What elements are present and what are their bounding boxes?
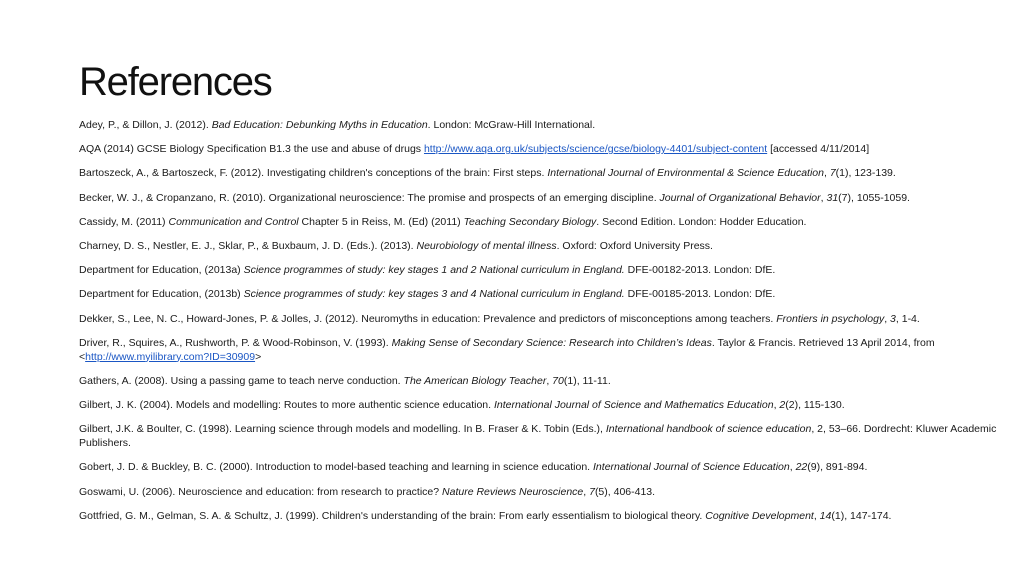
reference-text: Gilbert, J.K. & Boulter, C. (1998). Learning science through models and modelling. In B. Fraser & K. Tobin (Eds.), [79, 423, 606, 436]
reference-entry [79, 460, 1014, 474]
reference-link[interactable]: http://www.aqa.org.uk/subjects/science/gcse/biology-4401/subject-content [423, 143, 768, 156]
reference-entry [79, 422, 1014, 450]
reference-italic-text: Bad Education: Debunking Myths in Education [211, 119, 428, 131]
reference-entry [79, 239, 1014, 253]
reference-italic-text: 70 [552, 374, 564, 387]
reference-text: Goswami, U. (2006). Neuroscience and education: from research to practice? [79, 485, 443, 498]
reference-text: , [813, 509, 820, 522]
reference-text: Cassidy, M. (2011) [79, 215, 169, 228]
reference-text: (2), 115-130. [785, 399, 845, 412]
slide-title: References [79, 60, 272, 104]
reference-italic-text: Science programmes of study: key stages 1 and 2 National curriculum in England. [243, 264, 625, 277]
reference-text: (1), 147-174. [831, 509, 892, 522]
reference-italic-text: Journal of Organizational Behavior [659, 191, 821, 204]
reference-text: . Taylor & Francis. Retrieved 13 April 2014, from < [79, 336, 935, 363]
reference-text: (1), 11-11. [563, 374, 611, 387]
reference-text: (5), 406-413. [594, 485, 656, 498]
reference-text: AQA (2014) GCSE Biology Specification B1.3 the use and abuse of drugs [79, 143, 424, 156]
reference-text: Gathers, A. (2008). Using a passing game to teach nerve conduction. [79, 374, 404, 387]
reference-text: , [773, 399, 780, 412]
reference-text: (1), 123-139. [835, 167, 896, 180]
reference-text: , [884, 312, 891, 325]
reference-italic-text: 14 [819, 509, 832, 522]
reference-italic-text: 3 [890, 312, 896, 325]
reference-text: Gottfried, G. M., Gelman, S. A. & Schultz, J. (1999). Children's understanding of the brain: From early essentialism to biological theory. [79, 509, 706, 522]
reference-text: . London: McGraw-Hill International. [427, 119, 596, 131]
reference-entry [79, 287, 1014, 301]
reference-text: Becker, W. J., & Cropanzano, R. (2010). Organizational neuroscience: The promise and prospects of an emerging discipline. [79, 191, 660, 204]
reference-italic-text: International Journal of Environmental & Science Education [547, 167, 824, 180]
reference-text: Driver, R., Squires, A., Rushworth, P. & Wood-Robinson, V. (1993). [79, 336, 392, 349]
reference-entry [79, 142, 1014, 156]
reference-entry [79, 312, 1014, 326]
reference-italic-text: International handbook of science education [605, 423, 812, 436]
reference-italic-text: Science programmes of study: key stages 3 and 4 National curriculum in England. [243, 288, 625, 301]
reference-italic-text: Cognitive Development [705, 509, 814, 522]
reference-text: Charney, D. S., Nestler, E. J., Sklar, P., & Buxbaum, J. D. (Eds.). (2013). [79, 239, 417, 252]
reference-italic-text: Making Sense of Secondary Science: Research into Children’s Ideas [391, 336, 712, 349]
reference-entry [79, 263, 1014, 277]
reference-text: , [789, 461, 796, 474]
reference-list [79, 118, 1014, 533]
reference-italic-text: Communication and Control [168, 215, 299, 228]
reference-entry [79, 191, 1014, 205]
reference-link[interactable]: http://www.myilibrary.com?ID=30909 [85, 350, 256, 363]
reference-text: Dekker, S., Lee, N. C., Howard-Jones, P. & Jolles, J. (2012). Neuromyths in education: Prevalence and predictors of misconceptions among teachers. [79, 312, 777, 325]
reference-entry [79, 374, 1014, 388]
reference-entry [79, 166, 1014, 180]
reference-text: Department for Education, (2013a) [79, 264, 244, 277]
reference-text: (9), 891-894. [807, 461, 868, 474]
reference-text: . Second Edition. London: Hodder Education. [596, 215, 807, 228]
reference-text: [accessed 4/11/2014] [767, 143, 870, 156]
reference-italic-text: Teaching Secondary Biology [463, 215, 597, 228]
reference-text: , 1-4. [895, 312, 920, 325]
reference-italic-text: 22 [795, 461, 808, 474]
reference-text: DFE-00182-2013. London: DfE. [624, 264, 776, 277]
reference-text: (7), 1055-1059. [838, 191, 910, 204]
reference-text: > [255, 350, 262, 363]
reference-text: , 2, 53–66. Dordrecht: Kluwer Academic Publishers. [79, 423, 997, 450]
reference-text: , [823, 167, 830, 180]
reference-entry [79, 398, 1014, 412]
reference-italic-text: 31 [826, 191, 839, 204]
reference-text: Gilbert, J. K. (2004). Models and modelling: Routes to more authentic science education. [79, 399, 494, 412]
reference-entry [79, 336, 1014, 364]
reference-italic-text: International Journal of Science Education [593, 461, 790, 474]
reference-text: , [546, 374, 553, 387]
reference-text: Adey, P., & Dillon, J. (2012). [79, 119, 212, 131]
reference-italic-text: Nature Reviews Neuroscience [442, 485, 584, 498]
reference-entry [79, 485, 1014, 499]
reference-italic-text: International Journal of Science and Mathematics Education [493, 399, 774, 412]
reference-entry [79, 509, 1014, 523]
reference-text: DFE-00185-2013. London: DfE. [624, 288, 776, 301]
reference-italic-text: Frontiers in psychology [776, 312, 885, 325]
reference-text: . Oxford: Oxford University Press. [556, 239, 713, 252]
reference-text: Department for Education, (2013b) [79, 288, 244, 301]
reference-italic-text: 7 [589, 485, 595, 498]
reference-entry [79, 118, 1014, 132]
reference-italic-text: 2 [779, 399, 786, 412]
reference-italic-text: Neurobiology of mental illness [416, 239, 557, 252]
reference-italic-text: 7 [829, 167, 836, 180]
reference-text: , [583, 485, 590, 498]
reference-italic-text: The American Biology Teacher [403, 374, 547, 387]
reference-text: Chapter 5 in Reiss, M. (Ed) (2011) [298, 215, 464, 228]
reference-text: Gobert, J. D. & Buckley, B. C. (2000). Introduction to model-based teaching and learning in science education. [79, 461, 594, 474]
reference-entry [79, 215, 1014, 229]
reference-text: Bartoszeck, A., & Bartoszeck, F. (2012). Investigating children's conceptions of the brain: First steps. [79, 167, 548, 180]
reference-text: , [820, 191, 827, 204]
